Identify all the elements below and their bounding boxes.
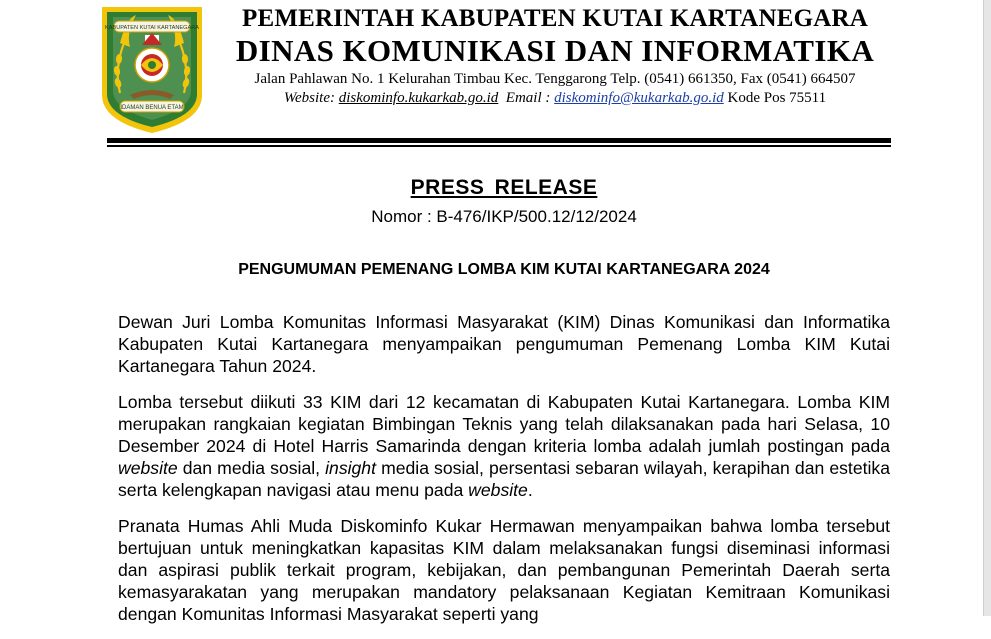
letterhead <box>210 4 900 108</box>
release-number: Nomor : B-476/IKP/500.12/12/2024 <box>371 207 637 226</box>
letterhead-rule-thin <box>107 145 891 147</box>
letterhead-rule-thick <box>107 138 891 143</box>
p2-text-e: media sosial, persentasi sebaran wilayah, kerapihan dan estetika serta kelengkapan navigasi atau menu pada <box>118 458 890 500</box>
p2-text-c: dan media sosial, <box>177 458 326 478</box>
kutai-kartanegara-coat-of-arms-icon <box>96 3 208 135</box>
website-link[interactable]: diskominfo.kukarkab.go.id <box>338 90 499 106</box>
p2-insight: insight <box>325 458 376 478</box>
postal-code: Kode Pos 75511 <box>727 90 827 106</box>
logo-banner-top: KABUPATEN KUTAI KARTANEGARA <box>105 25 199 31</box>
paragraph-1: Dewan Juri Lomba Komunitas Informasi Masyarakat (KIM) Dinas Komunikasi dan Informatika Kabupaten Kutai Kartanegara menyampaikan pengumuman Pemenang Lomba KIM Kutai Kartanegara Tahun 2024. <box>118 312 890 376</box>
p2-website-1: website <box>118 458 178 478</box>
contact-line <box>210 89 900 108</box>
page-edge <box>983 0 991 616</box>
p2-text-g: . <box>527 480 533 500</box>
government-name: PEMERINTAH KABUPATEN KUTAI KARTANEGARA <box>242 5 868 32</box>
office-address: Jalan Pahlawan No. 1 Kelurahan Timbau Kec. Tenggarong Telp. (0541) 661350, Fax (0541) 664507 <box>254 71 856 87</box>
paragraph-3: Pranata Humas Ahli Muda Diskominfo Kukar Hermawan menyampaikan bahwa lomba tersebut bertujuan untuk meningkatkan kapasitas KIM dalam melaksanakan fungsi diseminasi informasi dan aspirasi publik terkait program, kebijakan, dan pembangunan Pemerintah Daerah serta kemasyarakatan yang merupakan mandatory pelaksanaan Kegiatan Kemitraan Komunikasi dengan Komunitas Informasi Masyarakat seperti yang <box>118 516 890 624</box>
announcement-heading: PENGUMUMAN PEMENANG LOMBA KIM KUTAI KARTANEGARA 2024 <box>238 261 770 278</box>
p2-website-2: website <box>468 480 528 500</box>
release-body <box>118 311 890 639</box>
press-release-title: PRESS RELEASE <box>410 176 598 199</box>
email-link[interactable]: diskominfo@kukarkab.go.id <box>554 90 724 106</box>
paragraph-2 <box>118 391 890 501</box>
department-name: DINAS KOMUNIKASI DAN INFORMATIKA <box>235 33 875 68</box>
p2-text-a: Lomba tersebut diikuti 33 KIM dari 12 kecamatan di Kabupaten Kutai Kartanegara. Lomba KIM merupakan rangkaian kegiatan Bimbingan Teknis yang telah dilaksanakan pada hari Selasa, 10 Desember 2024 di Hotel Harris Samarinda dengan kriteria lomba adalah jumlah postingan pada <box>118 392 890 456</box>
logo-banner-bottom: IDAMAN BENUA ETAM <box>120 105 184 111</box>
email-label: Email : <box>505 90 551 106</box>
website-label: Website: <box>283 90 335 106</box>
